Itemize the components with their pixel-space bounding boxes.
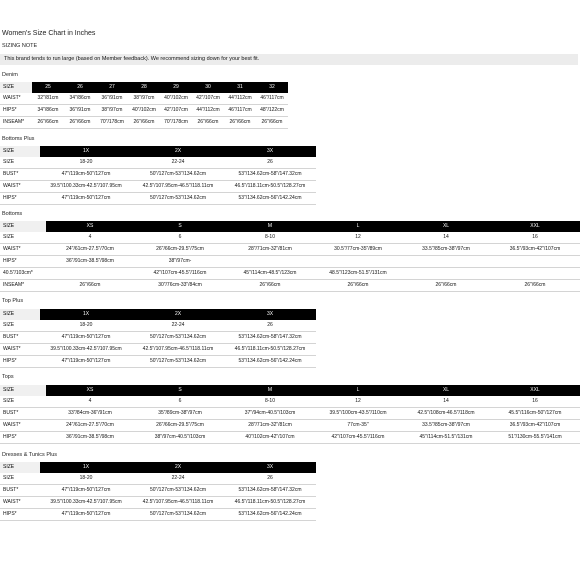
measurement-cell: 12 [314, 232, 402, 244]
measurement-cell: 42"/107cm-45.5"/116cm [134, 268, 226, 280]
table-row [0, 473, 316, 485]
measurement-cell: 28"/71cm-32"/81cm [226, 420, 314, 432]
measurement-cell: 44"/112cm [224, 93, 256, 105]
header-size-label: SIZE [0, 309, 40, 320]
table-row [0, 244, 580, 256]
measurement-cell: 53"/134.62cm-58"/147.32cm [224, 485, 316, 497]
measurement-cell: 47"/119cm-50"/127cm [40, 332, 132, 344]
measurement-cell: 33"/84cm-36"/91cm [46, 408, 134, 420]
measurement-cell: 14 [402, 396, 490, 408]
measurement-cell: 26 [224, 320, 316, 332]
table-row [0, 193, 316, 205]
header-size-cell: 28 [128, 82, 160, 93]
measurement-cell: 14 [402, 232, 490, 244]
sizing-note-label: SIZING NOTE [2, 43, 38, 49]
measurement-cell: 48"/122cm [256, 105, 288, 117]
measurement-cell: 50"/127cm-53"/134.62cm [132, 356, 224, 368]
measurement-cell: 36"/91cm [96, 93, 128, 105]
measurement-cell: 46.5"/118.11cm-50.5"/128.27cm [224, 181, 316, 193]
measurement-cell: 36"/91cm [64, 105, 96, 117]
header-size-cell: 1X [40, 309, 132, 320]
measurement-cell: 32"/81cm [32, 93, 64, 105]
section-title-bottoms: Bottoms [2, 211, 23, 217]
measurement-cell: 47"/119cm-50"/127cm [40, 169, 132, 181]
measurement-cell: 4 [46, 232, 134, 244]
table-row [0, 268, 580, 280]
table-row [0, 169, 316, 181]
measurement-cell: 36"/91cm-38.5"/98cm [46, 432, 134, 444]
measurement-cell: 77cm-35" [314, 420, 402, 432]
measurement-cell: 46"/117cm [256, 93, 288, 105]
table-row [0, 344, 316, 356]
header-size-cell: 3X [224, 462, 316, 473]
header-size-cell: 1X [40, 462, 132, 473]
measurement-cell: 26 [224, 157, 316, 169]
measurement-cell: 18-20 [40, 157, 132, 169]
measurement-cell: 30.5"/77cm-35"/89cm [314, 244, 402, 256]
measurement-cell: 38"/97cm [96, 105, 128, 117]
table-row [0, 408, 580, 420]
header-size-cell: 27 [96, 82, 128, 93]
row-label: WAIST* [0, 244, 46, 256]
table-row [0, 497, 316, 509]
measurement-cell: 16 [490, 232, 580, 244]
header-size-cell: L [314, 221, 402, 232]
size-table-dresses-tunics-plus [0, 462, 316, 521]
measurement-cell: 26"/66cm [64, 117, 96, 129]
measurement-cell: 50"/127cm-53"/134.62cm [132, 332, 224, 344]
header-size-cell: 1X [40, 146, 132, 157]
table-row [0, 232, 580, 244]
measurement-cell: 48.5"/123cm-51.5"/131cm [314, 268, 402, 280]
header-size-label: SIZE [0, 462, 40, 473]
measurement-cell: 50"/127cm-53"/134.62cm [132, 509, 224, 521]
measurement-cell: 53"/134.62cm-58"/147.32cm [224, 332, 316, 344]
measurement-cell: 28"/71cm-32"/81cm [226, 244, 314, 256]
header-size-cell: 3X [224, 309, 316, 320]
measurement-cell: 33.5"/85cm-38"/97cm [402, 244, 490, 256]
header-row [0, 309, 316, 320]
measurement-cell: 42"/107cm [160, 105, 192, 117]
table-row [0, 332, 316, 344]
section-title-top-plus: Top Plus [2, 298, 24, 304]
measurement-cell: 39.5"/100.33cm-42.5"/107.95cm [40, 497, 132, 509]
measurement-cell: 45"/114cm-51.5"/131cm [402, 432, 490, 444]
measurement-cell: 38"/97cm-40.5"/103cm [134, 432, 226, 444]
header-row [0, 462, 316, 473]
measurement-cell: 18-20 [40, 473, 132, 485]
measurement-cell: 18-20 [40, 320, 132, 332]
row-label: HIPS* [0, 256, 46, 268]
header-size-cell: 31 [224, 82, 256, 93]
row-label: WAIST* [0, 181, 40, 193]
row-label: BUST* [0, 169, 40, 181]
page-title: Women's Size Chart in Inches [2, 30, 96, 37]
measurement-cell: 26"/66cm [256, 117, 288, 129]
header-size-cell: S [134, 221, 226, 232]
measurement-cell: 33.5"/85cm-38"/97cm [402, 420, 490, 432]
header-row [0, 221, 580, 232]
measurement-cell: 42"/107cm [192, 93, 224, 105]
measurement-cell: 44"/112cm [192, 105, 224, 117]
measurement-cell [402, 256, 490, 268]
measurement-cell: 34"/86cm [64, 93, 96, 105]
header-size-cell: 3X [224, 146, 316, 157]
section-title-tops: Tops [2, 374, 14, 380]
table-row [0, 157, 316, 169]
section-title-dresses-tunics-plus: Dresses & Tunics Plus [2, 452, 58, 458]
header-size-label: SIZE [0, 221, 46, 232]
row-label: WAIST* [0, 93, 32, 105]
measurement-cell: 50"/127cm-53"/134.62cm [132, 193, 224, 205]
header-size-cell: 32 [256, 82, 288, 93]
row-label: BUST* [0, 408, 46, 420]
measurement-cell: 47"/119cm-50"/127cm [40, 509, 132, 521]
measurement-cell: 46"/117cm [224, 105, 256, 117]
measurement-cell: 4 [46, 396, 134, 408]
measurement-cell: 40"/102cm [160, 93, 192, 105]
measurement-cell: 26"/66cm [192, 117, 224, 129]
row-label: WAIST* [0, 344, 40, 356]
measurement-cell: 53"/134.62cm-56"/142.24cm [224, 509, 316, 521]
table-row [0, 105, 288, 117]
table-row [0, 256, 580, 268]
measurement-cell: 70"/178cm [160, 117, 192, 129]
sizing-note-text: This brand tends to run large (based on Member feedback). We recommend sizing down for your best fit. [4, 56, 260, 62]
measurement-cell: 26"/66cm [314, 280, 402, 292]
measurement-cell: 26"/66cm [490, 280, 580, 292]
measurement-cell: 40"/102cm [128, 105, 160, 117]
header-size-label: SIZE [0, 385, 46, 396]
measurement-cell: 36.5"/93cm-42"/107cm [490, 244, 580, 256]
row-label: SIZE [0, 320, 40, 332]
row-label: BUST* [0, 332, 40, 344]
measurement-cell: 42.5"/107.95cm-46.5"/118.11cm [132, 344, 224, 356]
row-label: SIZE [0, 157, 40, 169]
measurement-cell: 38"/97cm- [134, 256, 226, 268]
measurement-cell: 22-24 [132, 473, 224, 485]
row-label: WAIST* [0, 497, 40, 509]
measurement-cell: 38"/97cm [128, 93, 160, 105]
measurement-cell: 8-10 [226, 396, 314, 408]
measurement-cell: 47"/119cm-50"/127cm [40, 193, 132, 205]
measurement-cell [46, 268, 134, 280]
measurement-cell: 22-24 [132, 320, 224, 332]
measurement-cell: 26"/66cm [226, 280, 314, 292]
measurement-cell: 22-24 [132, 157, 224, 169]
measurement-cell: 26 [224, 473, 316, 485]
row-label: WAIST* [0, 420, 46, 432]
size-table-top-plus [0, 309, 316, 368]
measurement-cell [490, 256, 580, 268]
measurement-cell: 42"/107cm-45.5"/116cm [314, 432, 402, 444]
measurement-cell: 46.5"/118.11cm-50.5"/128.27cm [224, 344, 316, 356]
measurement-cell: 6 [134, 396, 226, 408]
row-label: HIPS* [0, 356, 40, 368]
measurement-cell: 12 [314, 396, 402, 408]
measurement-cell: 45"/114cm-48.5"/123cm [226, 268, 314, 280]
measurement-cell [226, 256, 314, 268]
table-row [0, 181, 316, 193]
header-size-cell: 2X [132, 146, 224, 157]
measurement-cell [314, 256, 402, 268]
row-label: HIPS* [0, 193, 40, 205]
table-row [0, 356, 316, 368]
header-size-cell: 2X [132, 309, 224, 320]
table-row [0, 420, 580, 432]
measurement-cell: 26"/66cm [32, 117, 64, 129]
measurement-cell: 70"/178cm [96, 117, 128, 129]
measurement-cell: 36"/91cm-38.5"/98cm [46, 256, 134, 268]
table-row [0, 93, 288, 105]
measurement-cell: 26"/66cm-29.5"/75cm [134, 420, 226, 432]
header-size-cell: 2X [132, 462, 224, 473]
measurement-cell: 47"/119cm-50"/127cm [40, 485, 132, 497]
header-size-label: SIZE [0, 82, 32, 93]
table-row [0, 509, 316, 521]
row-label: HIPS* [0, 509, 40, 521]
measurement-cell: 51"/130cm-55.5"/141cm [490, 432, 580, 444]
header-size-cell: XL [402, 385, 490, 396]
header-size-cell: XS [46, 385, 134, 396]
table-row [0, 280, 580, 292]
measurement-cell: 45.5"/116cm-50"/127cm [490, 408, 580, 420]
header-size-cell: XXL [490, 385, 580, 396]
table-row [0, 432, 580, 444]
table-row [0, 320, 316, 332]
measurement-cell: 24"/61cm-27.5"/70cm [46, 420, 134, 432]
size-table-denim [0, 82, 288, 129]
row-label: SIZE [0, 396, 46, 408]
table-row [0, 396, 580, 408]
row-label: SIZE [0, 232, 46, 244]
measurement-cell: 30"/76cm-33"/84cm [134, 280, 226, 292]
header-size-cell: L [314, 385, 402, 396]
header-size-cell: XL [402, 221, 490, 232]
row-label: HIPS* [0, 105, 32, 117]
measurement-cell: 53"/134.62cm-56"/142.24cm [224, 193, 316, 205]
row-label: HIPS* [0, 432, 46, 444]
measurement-cell: 42.5"/107.95cm-46.5"/118.11cm [132, 181, 224, 193]
sizing-note-box [0, 54, 578, 65]
measurement-cell: 16 [490, 396, 580, 408]
measurement-cell: 47"/119cm-50"/127cm [40, 356, 132, 368]
measurement-cell: 35"/89cm-38"/97cm [134, 408, 226, 420]
header-size-cell: M [226, 385, 314, 396]
header-size-cell: 29 [160, 82, 192, 93]
row-label: SIZE [0, 473, 40, 485]
header-size-label: SIZE [0, 146, 40, 157]
header-size-cell: M [226, 221, 314, 232]
measurement-cell: 26"/66cm [402, 280, 490, 292]
measurement-cell: 36.5"/93cm-42"/107cm [490, 420, 580, 432]
measurement-cell [402, 268, 490, 280]
measurement-cell: 46.5"/118.11cm-50.5"/128.27cm [224, 497, 316, 509]
row-label: 40.5"/103cm* [0, 268, 46, 280]
measurement-cell: 26"/66cm-29.5"/75cm [134, 244, 226, 256]
measurement-cell: 37"/94cm-40.5"/103cm [226, 408, 314, 420]
row-label: INSEAM* [0, 117, 32, 129]
measurement-cell: 53"/134.62cm-56"/142.24cm [224, 356, 316, 368]
measurement-cell: 39.5"/100cm-43.5"/110cm [314, 408, 402, 420]
header-size-cell: XXL [490, 221, 580, 232]
measurement-cell: 39.5"/100.33cm-42.5"/107.95cm [40, 344, 132, 356]
table-row [0, 117, 288, 129]
header-size-cell: S [134, 385, 226, 396]
header-size-cell: 26 [64, 82, 96, 93]
measurement-cell: 50"/127cm-53"/134.62cm [132, 169, 224, 181]
measurement-cell: 40"/102cm-42"/107cm [226, 432, 314, 444]
measurement-cell: 6 [134, 232, 226, 244]
measurement-cell: 53"/134.62cm-58"/147.32cm [224, 169, 316, 181]
row-label: BUST* [0, 485, 40, 497]
measurement-cell: 24"/61cm-27.5"/70cm [46, 244, 134, 256]
size-table-bottoms [0, 221, 580, 292]
table-row [0, 485, 316, 497]
measurement-cell: 26"/66cm [224, 117, 256, 129]
header-size-cell: 25 [32, 82, 64, 93]
measurement-cell: 39.5"/100.33cm-42.5"/107.95cm [40, 181, 132, 193]
header-size-cell: XS [46, 221, 134, 232]
measurement-cell [490, 268, 580, 280]
section-title-bottoms-plus: Bottoms Plus [2, 136, 35, 142]
header-size-cell: 30 [192, 82, 224, 93]
header-row [0, 385, 580, 396]
size-table-tops [0, 385, 580, 444]
row-label: INSEAM* [0, 280, 46, 292]
measurement-cell: 42.5"/107.95cm-46.5"/118.11cm [132, 497, 224, 509]
measurement-cell: 26"/66cm [128, 117, 160, 129]
section-title-denim: Denim [2, 72, 18, 78]
measurement-cell: 50"/127cm-53"/134.62cm [132, 485, 224, 497]
measurement-cell: 26"/66cm [46, 280, 134, 292]
measurement-cell: 34"/86cm [32, 105, 64, 117]
header-row [0, 82, 288, 93]
size-table-bottoms-plus [0, 146, 316, 205]
measurement-cell: 42.5"/108cm-46.5"/118cm [402, 408, 490, 420]
header-row [0, 146, 316, 157]
measurement-cell: 8-10 [226, 232, 314, 244]
